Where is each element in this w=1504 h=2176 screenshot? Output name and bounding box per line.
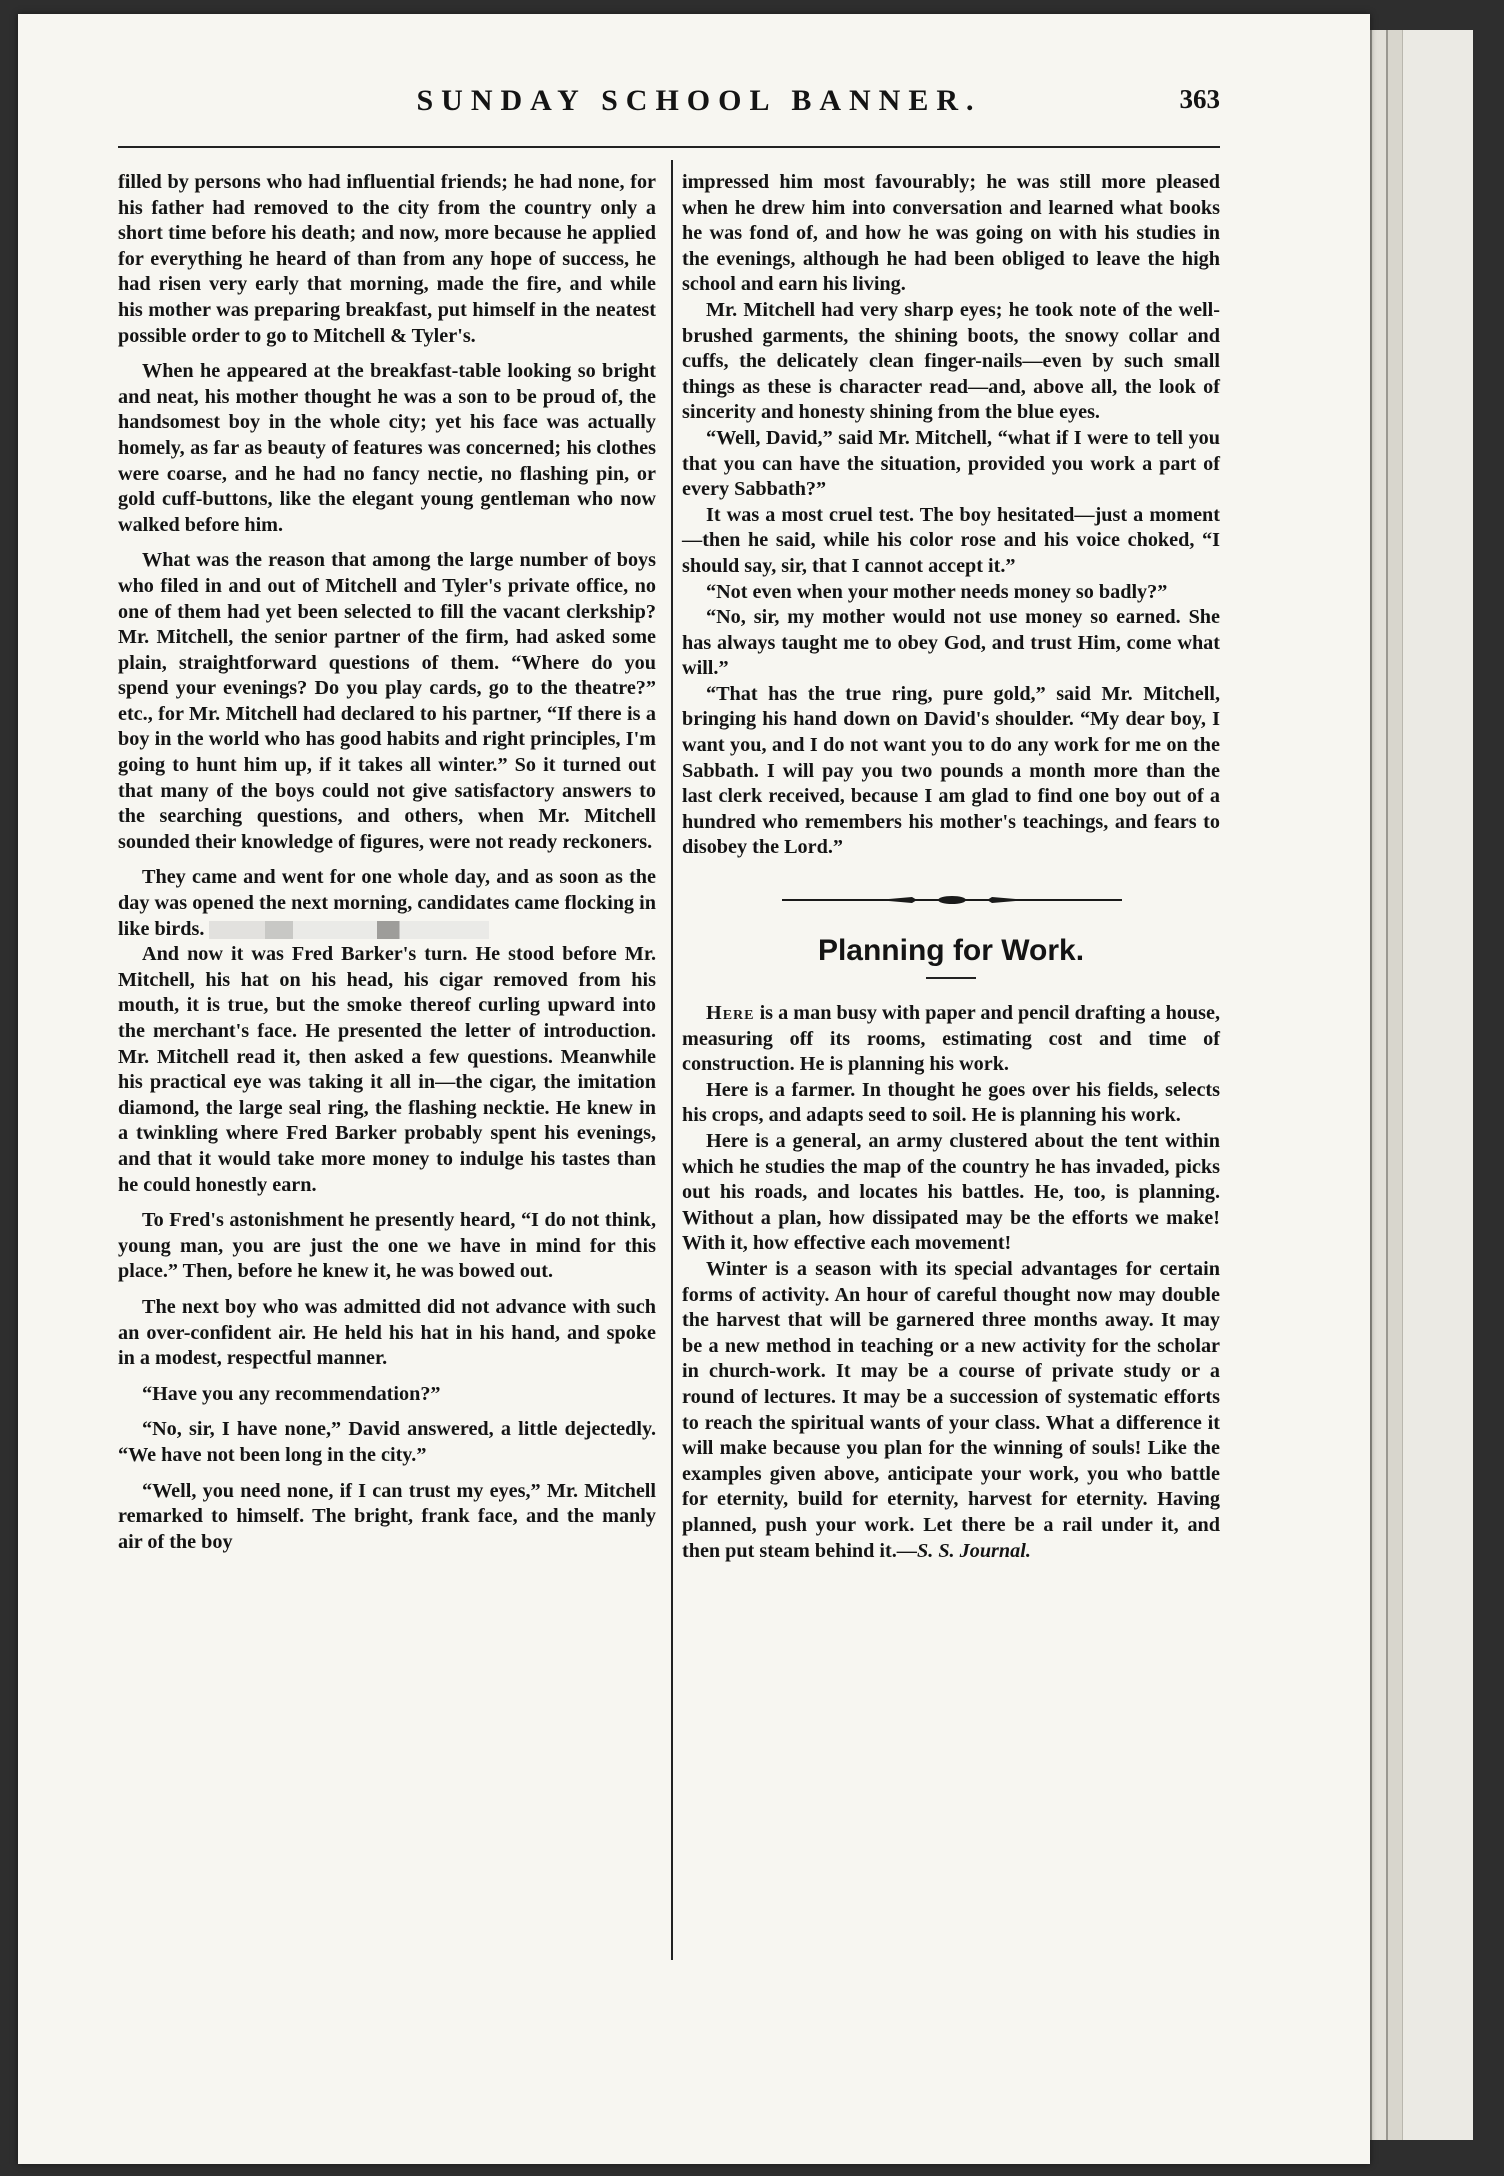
attribution: —S. S. Journal. — [896, 1539, 1031, 1562]
paragraph-text: is a man busy with paper and pencil drafting a house, measuring off its rooms, estimating cost and time of construction. He is planning his work. — [682, 1002, 1220, 1076]
paragraph: Mr. Mitchell had very sharp eyes; he took note of the well-brushed garments, the shining boots, the snowy collar and cuffs, the delicately clean finger-nails—even by such small things as these is character read—and, above all, the look of sincerity and honesty shining from the blue eyes. — [682, 298, 1220, 424]
running-title: SUNDAY SCHOOL BANNER. — [416, 84, 982, 117]
left-column — [118, 170, 656, 1555]
ornament-divider — [682, 883, 1220, 919]
ink-smudge — [209, 921, 489, 939]
paragraph: filled by persons who had influential friends; he had none, for his father had removed to the city from the country only a short time before his death; and now, more because he applied for everything he heard of than from any hope of success, he had risen very early that morning, made the fire, and while his mother was preparing breakfast, put himself in the neatest possible order to go to Mitchell & Tyler's. — [118, 171, 656, 347]
paragraph: “Well, David,” said Mr. Mitchell, “what if I were to tell you that you can have the situation, provided you work a part of every Sabbath?” — [682, 426, 1220, 501]
page-number: 363 — [1179, 84, 1220, 114]
column-divider — [671, 160, 673, 1960]
paragraph — [682, 1257, 1220, 1564]
paragraph: “Well, you need none, if I can trust my eyes,” Mr. Mitchell remarked to himself. The bright, frank face, and the manly air of the boy — [118, 1479, 656, 1553]
paragraph: When he appeared at the breakfast-table looking so bright and neat, his mother thought he was a son to be proud of, the handsomest boy in the whole city; yet his face was actually homely, as far as beauty of features was concerned; his clothes were coarse, and he had no fancy nectie, no flashing pin, or gold cuff-buttons, like the elegant young gentleman who now walked before him. — [118, 360, 656, 536]
paragraph — [118, 865, 656, 942]
page-edge — [1386, 30, 1402, 2140]
paragraph: “No, sir, I have none,” David answered, a little dejectedly. “We have not been long in the city.” — [118, 1418, 656, 1466]
paragraph: “Have you any recommendation?” — [142, 1382, 441, 1405]
paragraph-text: Winter is a season with its special advantages for certain forms of activity. An hour of careful thought now may double the harvest that will be garnered three months away. It may be a new method in teaching or a new activity for the scholar in church-work. It may be a course of private study or a round of lectures. It may be a succession of systematic efforts to reach the spiritual wants of your class. What a difference it will make because you plan for the winning of souls! Like the examples given above, anticipate your work, you who battle for eternity, build for eternity, harvest for eternity. Having planned, push your work. Let there be a rail under it, and then put steam behind it. — [682, 1257, 1220, 1562]
paragraph-text: They came and went for one whole day, and as soon as the day was opened the next morning, candidates came flocking in like birds. — [118, 866, 656, 940]
page-edge — [1370, 30, 1386, 2140]
paragraph: impressed him most favourably; he was still more pleased when he drew him into conversation and learned what books he was fond of, and how he was going on with his studies in the evenings, although he had been obliged to leave the high school and earn his living. — [682, 171, 1220, 296]
paragraph: It was a most cruel test. The boy hesitated—just a moment—then he said, while his color rose and his voice choked, “I should say, sir, that I cannot accept it.” — [682, 503, 1220, 577]
paragraph: “Not even when your mother needs money so badly?” — [706, 580, 1168, 603]
right-column — [682, 170, 1220, 1564]
page-edge — [1402, 30, 1473, 2140]
paragraph: To Fred's astonishment he presently heard, “I do not think, young man, you are just the one we have in mind for this place.” Then, before he knew it, he was bowed out. — [118, 1209, 656, 1283]
lead-word: Here — [706, 1002, 755, 1025]
page-header — [118, 84, 1220, 124]
paragraph: Here is a farmer. In thought he goes over his fields, selects his crops, and adapts seed to soil. He is planning his work. — [682, 1078, 1220, 1127]
title-rule — [926, 977, 976, 979]
paragraph: The next boy who was admitted did not advance with such an over-confident air. He held his hat in his hand, and spoke in a modest, respectful manner. — [118, 1295, 656, 1370]
paragraph: “That has the true ring, pure gold,” said Mr. Mitchell, bringing his hand down on David's shoulder. “My dear boy, I want you, and I do not want you to do any work for me on the Sabbath. I will pay you two pounds a month more than the last clerk received, because I am glad to find one boy out of a hundred who remembers his mother's teachings, and fears to disobey the Lord.” — [682, 682, 1220, 859]
paragraph: What was the reason that among the large number of boys who filed in and out of Mitchell and Tyler's private office, no one of them had yet been selected to fill the vacant clerkship? Mr. Mitchell, the senior partner of the firm, had asked some plain, straightforward questions of them. “Where do you spend your evenings? Do you play cards, go to the theatre?” etc., for Mr. Mitchell had declared to his partner, “If there is a boy in the world who has good habits and right principles, I'm going to hunt him up, if it takes all winter.” So it turned out that many of the boys could not give satisfactory answers to the searching questions, and others, when Mr. Mitchell sounded their knowledge of figures, were not ready reckoners. — [118, 549, 656, 853]
paragraph: “No, sir, my mother would not use money so earned. She has always taught me to obey God, and trust Him, come what will.” — [682, 606, 1220, 680]
section-title: Planning for Work. — [817, 934, 1085, 968]
paragraph: Here is a general, an army clustered about the tent within which he studies the map of the country he has invaded, picks out his roads, and locates his battles. He, too, is planning. Without a plan, how dissipated may be the efforts we make! With it, how effective each movement! — [682, 1130, 1220, 1255]
paragraph — [682, 1001, 1220, 1078]
paragraph: And now it was Fred Barker's turn. He stood before Mr. Mitchell, his hat on his head, his cigar removed from his mouth, it is true, but the smoke thereof curling upward into the merchant's face. He presented the letter of introduction. Mr. Mitchell read it, then asked a few questions. Meanwhile his practical eye was taking it all in—the cigar, the imitation diamond, the large seal ring, the flashing necktie. He knew in a twinkling where Fred Barker probably spent his evenings, and that it would take more money to indulge his tastes than he could honestly earn. — [118, 943, 656, 1196]
ornament-rule-icon — [782, 889, 1122, 911]
header-rule — [118, 146, 1220, 148]
